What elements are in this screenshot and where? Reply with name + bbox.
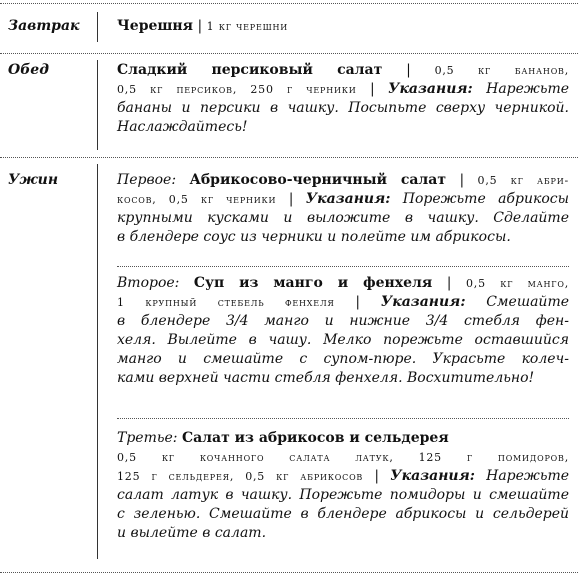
separator: | — [459, 172, 465, 188]
instructions-label: Указания: — [380, 294, 466, 310]
separator: | — [446, 275, 452, 291]
instructions-label: Указания: — [305, 191, 391, 207]
breakfast-content — [117, 17, 569, 36]
ingredients: 1 кг черешни — [206, 20, 289, 33]
dinner-second-course — [117, 274, 569, 388]
ingredients: 0,5 кг бананов, — [434, 64, 570, 77]
dish-name: Абрикосово-черничный салат — [189, 172, 447, 188]
course-label: Третье: — [117, 430, 178, 446]
instructions-text: и вылейте в салат. — [117, 525, 267, 541]
ingredients: 1 крупный стебель фенхеля — [117, 296, 335, 309]
course-label: Второе: — [117, 275, 180, 291]
meal-label-breakfast: Завтрак — [8, 18, 80, 34]
ingredients: косов, 0,5 кг черники — [117, 193, 277, 206]
column-divider — [97, 60, 98, 150]
separator: | — [197, 18, 203, 34]
separator: | — [374, 468, 380, 484]
instructions-text: в блендере 3/4 манго и нижние 3/4 стебля фен- — [117, 313, 569, 329]
dish-name: Черешня — [117, 18, 194, 34]
lunch-content — [117, 61, 569, 137]
dish-name: Сладкий персиковый салат — [117, 62, 383, 78]
instructions-text: с зеленью. Смешайте в блендере абрикосы и сельдерей — [117, 506, 569, 522]
separator: | — [369, 81, 375, 97]
instructions-text: манго и смешайте с супом-пюре. Украсьте колеч- — [117, 351, 569, 367]
separator: | — [355, 294, 361, 310]
course-divider — [117, 266, 569, 267]
instructions-text: в блендере соус из черники и полейте им абрикосы. — [117, 229, 511, 245]
instructions-text: Нарежьте — [486, 468, 570, 484]
instructions-text: Порежьте абрикосы — [402, 191, 569, 207]
separator: | — [288, 191, 294, 207]
instructions-text: салат латук в чашку. Порежьте помидоры и смешайте — [117, 487, 569, 503]
dish-name: Салат из абрикосов и сельдерея — [181, 430, 449, 446]
ingredients: 0,5 кг абри- — [477, 174, 570, 187]
ingredients: 0,5 кг персиков, 250 г черники — [117, 83, 357, 96]
ingredients: 0,5 кг кочанного салата латук, 125 г помидоров, — [117, 451, 569, 464]
row-divider — [0, 572, 578, 573]
instructions-label: Указания: — [388, 81, 473, 97]
dish-name: Суп из манго и фенхеля — [193, 275, 433, 291]
column-divider — [97, 164, 98, 559]
dinner-third-course — [117, 429, 569, 543]
instructions-text: Наслаждайтесь! — [117, 119, 248, 135]
dinner-first-course — [117, 171, 569, 247]
row-divider — [0, 157, 578, 158]
instructions-text: хеля. Вылейте в чашу. Мелко порежьте оставшийся — [117, 332, 569, 348]
meal-label-lunch: Обед — [8, 62, 49, 78]
column-divider — [97, 12, 98, 42]
ingredients: 0,5 кг манго, — [465, 277, 570, 290]
instructions-label: Указания: — [390, 468, 475, 484]
ingredients: 125 г сельдерея, 0,5 кг абрикосов — [117, 470, 364, 483]
instructions-text: ками верхней части стебля фенхеля. Восхитительно! — [117, 370, 535, 386]
separator: | — [406, 62, 411, 78]
instructions-text: крупными кусками и выложите в чашку. Сделайте — [117, 210, 569, 226]
row-divider — [0, 53, 578, 54]
instructions-text: Смешайте — [486, 294, 570, 310]
course-divider — [117, 418, 569, 419]
row-divider — [0, 3, 578, 4]
instructions-text: Нарежьте — [486, 81, 570, 97]
instructions-text: бананы и персики в чашку. Посыпьте сверху черникой. — [117, 100, 569, 116]
meal-label-dinner: Ужин — [8, 172, 59, 188]
course-label: Первое: — [117, 172, 177, 188]
